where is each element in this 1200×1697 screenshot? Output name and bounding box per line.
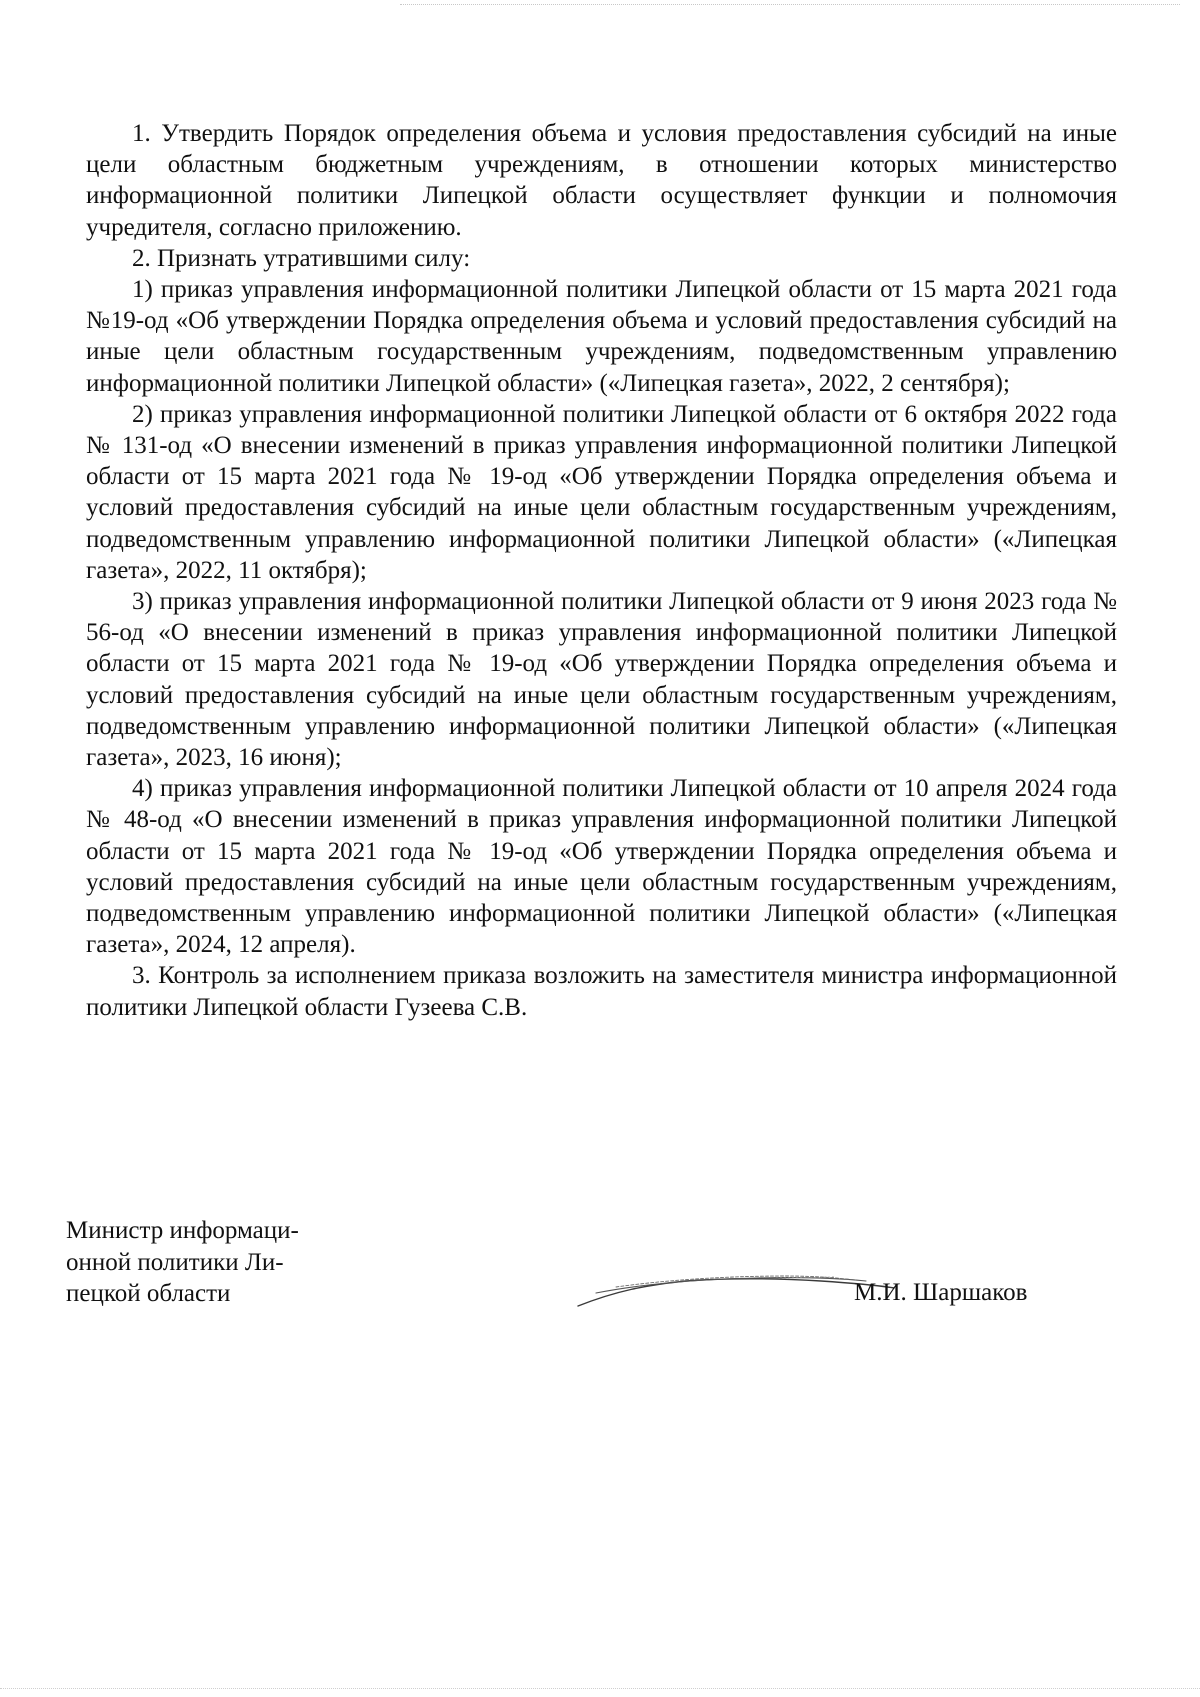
paragraph-subitem-1: 1) приказ управления информационной политики Липецкой области от 15 марта 2021 года №19-од «Об утверждении Порядка определения объема и условий предоставления субсидий на иные цели областным государственным учреждениям, подведомственным управлению информационной политики Липецкой области» («Липецкая газета», 2022, 2 сентября); [86,276,1117,397]
signatory-name: М.И. Шаршаков [854,1279,1028,1306]
scan-edge-bottom [0,1688,1200,1689]
signatory-title [66,1215,356,1310]
signatory-title-line: пецкой области [66,1280,231,1307]
document-body [86,118,1117,1023]
signature-block [66,1215,1116,1305]
paragraph-item-3-control: 3. Контроль за исполнением приказа возложить на заместителя министра информационной политики Липецкой области Гузеева С.В. [86,962,1117,1021]
paragraph-subitem-4: 4) приказ управления информационной политики Липецкой области от 10 апреля 2024 года № 48-од «О внесении изменений в приказ управления информационной политики Липецкой области от 15 марта 2021 года № 19-од «Об утверждении Порядка определения объема и условий предоставления субсидий на иные цели областным государственным учреждениям, подведомственным управлению информационной политики Липецкой области» («Липецкая газета», 2024, 12 апреля). [86,775,1117,959]
paragraph-item-1-approve-procedure: 1. Утвердить Порядок определения объема и условия предоставления субсидий на иные цели областным бюджетным учреждениям, в отношении которых министерство информационной политики Липецкой области осуществляет функции и полномочия учредителя, согласно приложению. [86,120,1117,241]
scan-edge-top [400,4,1180,5]
signatory-title-line: Министр информаци- [66,1217,299,1244]
paragraph-subitem-3: 3) приказ управления информационной политики Липецкой области от 9 июня 2023 года № 56-од «О внесении изменений в приказ управления информационной политики Липецкой области от 15 марта 2021 года № 19-од «Об утверждении Порядка определения объема и условий предоставления субсидий на иные цели областным государственным учреждениям, подведомственным управлению информационной политики Липецкой области» («Липецкая газета», 2023, 16 июня); [86,588,1117,772]
signatory-title-line: онной политики Ли- [66,1248,284,1276]
paragraph-subitem-2: 2) приказ управления информационной политики Липецкой области от 6 октября 2022 года № 131-од «О внесении изменений в приказ управления информационной политики Липецкой области от 15 марта 2021 года № 19-од «Об утверждении Порядка определения объема и условий предоставления субсидий на иные цели областным государственным учреждениям, подведомственным управлению информационной политики Липецкой области» («Липецкая газета», 2022, 11 октября); [86,400,1117,584]
paragraph-item-2-repeal: 2. Признать утратившими силу: [132,244,471,272]
